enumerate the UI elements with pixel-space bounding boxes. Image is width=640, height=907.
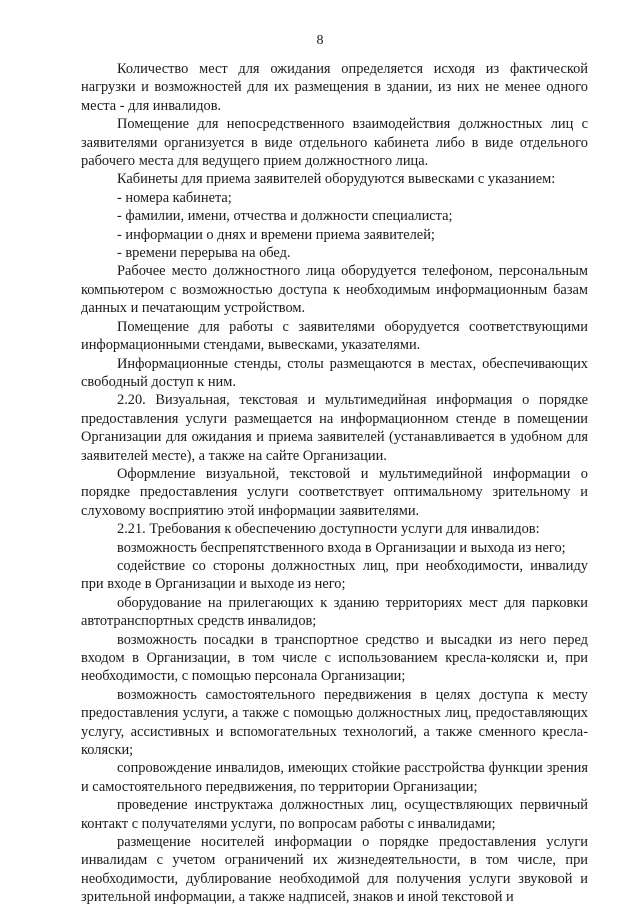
paragraph-stands: Помещение для работы с заявителями оборудуется соответствующими информационными стендами, вывесками, указателями.: [81, 318, 588, 354]
page-number: 8: [316, 33, 324, 48]
requirement-item: возможность посадки в транспортное средство и высадки из него перед входом в Организации, в том числе с использованием кресла-коляски и, при необходимости, с помощью персонала Организации;: [81, 631, 588, 685]
paragraph-waiting-places: Количество мест для ожидания определяется исходя из фактической нагрузки и возможностей для их размещения в здании, из них не менее одного места - для инвалидов.: [81, 61, 588, 114]
paragraph-section-2-20: 2.20. Визуальная, текстовая и мультимедийная информация о порядке предоставления услуги размещается на информационном стенде в помещении Организации для ожидания и приема заявителей (устанавливается в удобном для заявителей месте), а также на сайте Организации.: [81, 392, 588, 464]
requirement-item: содействие со стороны должностных лиц, при необходимости, инвалиду при входе в Организации и выходе из него;: [81, 557, 588, 593]
list-item: - номера кабинета;: [117, 189, 232, 206]
requirement-item: сопровождение инвалидов, имеющих стойкие расстройства функции зрения и самостоятельного передвижения, по территории Организации;: [81, 760, 588, 795]
paragraph-signage-intro: Кабинеты для приема заявителей оборудуются вывесками с указанием:: [117, 171, 556, 188]
paragraph-workplace: Рабочее место должностного лица оборудуется телефоном, персональным компьютером с возможностью доступа к необходимым информационным базам данных и печатающим устройством.: [81, 263, 588, 317]
list-item: - фамилии, имени, отчества и должности специалиста;: [117, 208, 453, 225]
document-body: [81, 60, 588, 907]
requirement-item: размещение носителей информации о порядке предоставления услуги инвалидам с учетом ограничений их жизнедеятельности, в том числе, при необходимости, дублирование необходимой для получения услуги звуковой и зрительной информации, а также надписей, знаков и иной текстовой и: [81, 834, 588, 906]
requirement-item: оборудование на прилегающих к зданию территориях мест для парковки автотранспортных средств инвалидов;: [81, 594, 588, 630]
paragraph-section-2-21: 2.21. Требования к обеспечению доступности услуги для инвалидов:: [117, 521, 540, 538]
paragraph-info-design: Оформление визуальной, текстовой и мультимедийной информации о порядке предоставления услуги соответствует оптимальному зрительному и слуховому восприятию этой информации заявителями.: [81, 465, 588, 519]
list-item: - времени перерыва на обед.: [117, 245, 291, 262]
requirement-item: возможность самостоятельного передвижения в целях доступа к месту предоставления услуги, а также с помощью должностных лиц, предоставляющих услугу, ассистивных и вспомогательных технологий, а также сменного кресла-коляски;: [81, 686, 588, 759]
requirement-item: возможность беспрепятственного входа в Организации и выхода из него;: [117, 539, 566, 556]
paragraph-stands-placement: Информационные стенды, столы размещаются в местах, обеспечивающих свободный доступ к ним.: [81, 355, 588, 390]
requirement-item: проведение инструктажа должностных лиц, осуществляющих первичный контакт с получателями услуги, по вопросам работы с инвалидами;: [81, 797, 588, 832]
list-item: - информации о днях и времени приема заявителей;: [117, 226, 435, 243]
paragraph-interaction-room: Помещение для непосредственного взаимодействия должностных лиц с заявителями организуется в виде отдельного кабинета либо в виде отдельного рабочего места для ведущего прием должностного лица.: [81, 116, 588, 170]
